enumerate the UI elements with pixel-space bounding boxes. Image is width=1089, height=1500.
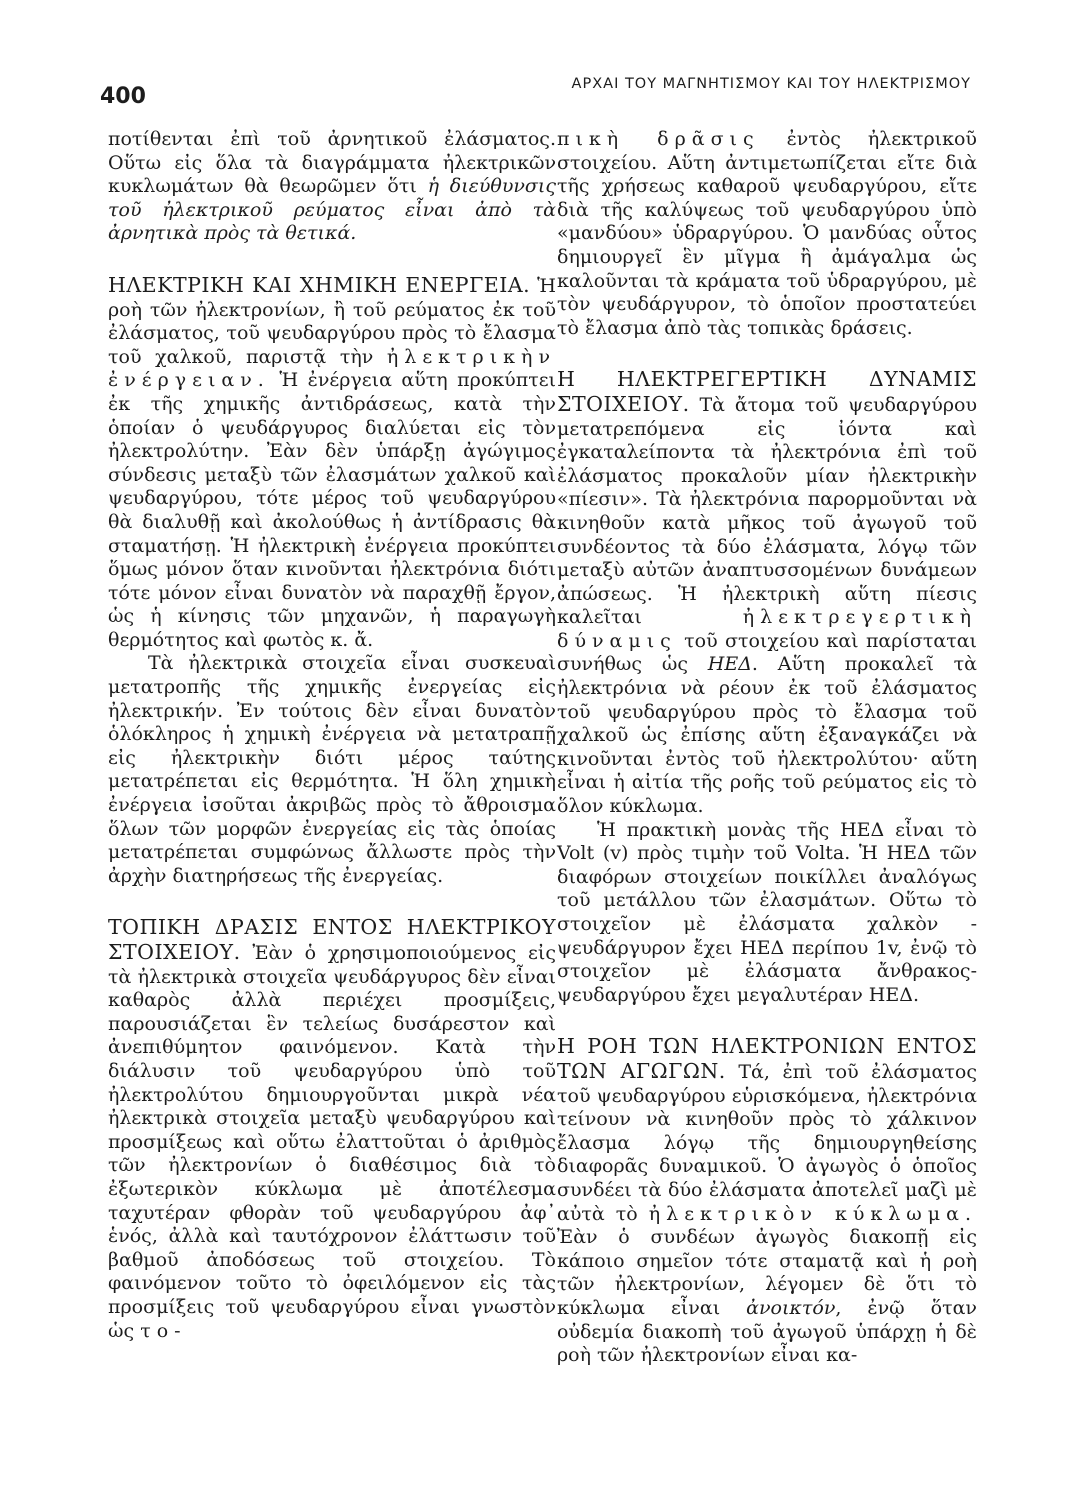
running-head: ΑΡΧΑΙ ΤΟΥ ΜΑΓΝΗΤΙΣΜΟΥ ΚΑΙ ΤΟΥ ΗΛΕΚΤΡΙΣΜΟΥ: [571, 76, 971, 92]
paragraph-text: Ἡ ἐνέργεια αὕτη προκύπτει ἐκ τῆς χημικῆς ἀντιδράσεως, κατὰ τὴν ὁποίαν ὁ ψευδάργυρος διαλύεται εἰς τὸν ἠλεκτρολύτην. Ἐὰν δὲν ὑπάρξῃ ἀγώγιμος σύνδεσις μεταξὺ τῶν ἐλασμάτων χαλκοῦ καὶ ψευδαργύρου, τότε μέρος τοῦ ψευδαργύρου θὰ διαλυθῇ καὶ ἀκολούθως ἡ ἀντίδρασις θὰ σταματήσῃ. Ἡ ἠλεκτρικὴ ἐνέργεια προκύπτει ὅμως μόνον ὅταν κινοῦνται ἠλεκτρόνια διότι τότε μόνον εἶναι δυνατὸν νὰ παραχθῇ ἔργον, ὡς ἡ κίνησις τῶν μηχανῶν, ἡ παραγωγὴ θερμότητος καὶ φωτὸς κ. ἄ.: [108, 369, 556, 651]
spaced-term: το-: [140, 1319, 187, 1342]
paragraph: Ἡ πρακτικὴ μονὰς τῆς ΗΕΔ εἶναι τὸ Volt (v) πρὸς τιμὴν τοῦ Volta. Ἡ ΗΕΔ τῶν διαφόρων στοιχείων ποικίλλει ἀναλόγως τοῦ μετάλλου τῶν ἐλασμάτων. Οὕτω τὸ στοιχεῖον μὲ ἐλάσματα χαλκὸν - ψευδάργυρον ἔχει ΗΕΔ περίπου 1v, ἐνῷ τὸ στοιχεῖον μὲ ἐλάσματα ἄνθρακος-ψευδαργύρου ἔχει μεγαλυτέραν ΗΕΔ.: [557, 818, 977, 1006]
section-electron-flow: [557, 1035, 977, 1367]
paragraph: Τὰ ἠλεκτρικὰ στοιχεῖα εἶναι συσκευαὶ μετατροπῆς τῆς χημικῆς ἐνεργείας εἰς ἠλεκτρικήν. Ἐν τούτοις δὲν εἶναι δυνατὸν ὁλόκληρος ἡ χημικὴ ἐνέργεια νὰ μετατραπῇ εἰς ἠλεκτρικὴν διότι μέρος ταύτης μετατρέπεται εἰς θερμότητα. Ἡ ὅλη χημικὴ ἐνέργεια ἰσοῦται ἀκριβῶς πρὸς τὸ ἄθροισμα ὅλων τῶν μορφῶν ἐνεργείας εἰς τὰς ὁποίας μετατρέπεται συμφώνως ἄλλωστε πρὸς τὴν ἀρχὴν διατηρήσεως τῆς ἐνεργείας.: [108, 652, 556, 887]
section-electromotive-force: [557, 368, 977, 818]
paragraph-text: . Αὕτη προκαλεῖ τὰ ἠλεκτρόνια νὰ ρέουν ἐκ τοῦ ἐλάσματος τοῦ ψευδαργύρου πρὸς τὸ ἔλασμα τοῦ χαλκοῦ ὡς ἐπίσης αὕτη ἐξαναγκάζει νὰ κινοῦνται ἐντὸς τοῦ ἠλεκτρολύτου· αὕτη εἶναι ἡ αἰτία τῆς ροῆς τοῦ ρεύματος εἰς τὸ ὅλον κύκλωμα.: [557, 653, 977, 818]
left-column: [108, 128, 556, 1343]
paragraph-text: Ἐὰν ὁ χρησιμοποιούμενος εἰς τὰ ἠλεκτρικὰ στοιχεῖα ψευδάργυρος δὲν εἶναι καθαρὸς ἀλλὰ περιέχει προσμίξεις, παρουσιάζεται ἓν τελείως δυσάρεστον καὶ ἀνεπιθύμητον φαινόμενον. Κατὰ τὴν διάλυσιν τοῦ ψευδαργύρου ὑπὸ τοῦ ἠλεκτρολύτου δημιουργοῦνται μικρὰ νέα ἠλεκτρικὰ στοιχεῖα μεταξὺ ψευδαργύρου καὶ προσμίξεως καὶ οὕτω ἐλαττοῦται ὁ ἀριθμὸς τῶν ἠλεκτρονίων ὁ διαθέσιμος διὰ τὸ ἐξωτερικὸν κύκλωμα μὲ ἀποτέλεσμα ταχυτέραν φθορὰν τοῦ ψευδαργύρου ἀφ᾽ ἑνός, ἀλλὰ καὶ ταυτόχρονον ἐλάττωσιν τοῦ βαθμοῦ ἀποδόσεως τοῦ στοιχείου. Τὸ φαινόμενον τοῦτο τὸ ὀφειλόμενον εἰς τὰς προσμίξεις τοῦ ψευδαργύρου εἶναι γνωστὸν ὡς: [108, 942, 556, 1342]
paragraph-text: Ἐὰν ὁ συνδέων ἀγωγὸς διακοπῇ εἰς κάποιο σημεῖον τότε σταματᾷ καὶ ἡ ροὴ τῶν ἠλεκτρονίων, λέγομεν δὲ ὅτι τὸ κύκλωμα εἶναι: [557, 1226, 977, 1319]
section-electrical-chemical-energy: [108, 274, 556, 653]
section-heading: Η ΗΛΕΚΤΡΕΓΕΡΤΙΚΗ ΔΥΝΑΜΙΣ ΣΤΟΙΧΕΙΟΥ.: [557, 367, 977, 416]
paragraph-text: τοῦ στοιχείου καὶ παρίσταται συνήθως ὡς: [557, 629, 977, 676]
paragraph-text: Τὰ ἄτομα τοῦ ψευδαργύρου μετατρεπόμενα εἰς ἰόντα καὶ ἐγκαταλείποντα τὰ ἠλεκτρόνια ἐπὶ τοῦ ἐλάσματος προκαλοῦν μίαν ἠλεκτρικὴν «πίεσιν». Τὰ ἠλεκτρόνια παρορμοῦνται νὰ κινηθοῦν κατὰ μῆκος τοῦ ἀγωγοῦ τοῦ συνδέοντος τὰ δύο ἐλάσματα, λόγῳ τῶν μεταξὺ αὐτῶν ἀναπτυσσομένων δυνάμεων ἀπώσεως. Ἡ ἠλεκτρικὴ αὕτη πίεσις καλεῖται: [557, 393, 977, 629]
paragraph-text: Τά, ἐπὶ τοῦ ἐλάσματος τοῦ ψευδαργύρου εὑρισκόμενα, ἠλεκτρόνια τείνουν νὰ κινηθοῦν πρὸς τὸ χάλκινον ἔλασμα λόγῳ τῆς δημιουργηθείσης διαφορᾶς δυναμικοῦ. Ὁ ἀγωγὸς ὁ ὁποῖος συνδέει τὰ δύο ἐλάσματα ἀποτελεῖ μαζὶ μὲ αὐτὰ τὸ: [557, 1060, 977, 1225]
intro-paragraph: [108, 128, 556, 246]
paragraph-text: , ἐνῷ ὅταν οὐδεμία διακοπὴ τοῦ ἀγωγοῦ ὑπάρχῃ ἡ δὲ ροὴ τῶν ἠλεκτρονίων εἶναι κα-: [557, 1296, 977, 1367]
section-heading: ΤΟΠΙΚΗ ΔΡΑΣΙΣ ΕΝΤΟΣ ΗΛΕΚΤΡΙΚΟΥ ΣΤΟΙΧΕΙΟΥ.: [108, 915, 556, 964]
paragraph-text: ἐντὸς ἠλεκτρικοῦ στοιχείου. Αὕτη ἀντιμετωπίζεται εἴτε διὰ τῆς χρήσεως καθαροῦ ψευδαργύρου, εἴτε διὰ τῆς καλύψεως τοῦ ψευδαργύρου ὑπὸ «μανδύου» ὑδραργύρου. Ὁ μανδύας οὗτος δημιουργεῖ ἓν μῖγμα ἢ ἀμάγαλμα ὡς καλοῦνται τὰ κράματα τοῦ ὑδραργύρου, μὲ τὸν ψευδάργυρον, τὸ ὁποῖον προστατεύει τὸ ἔλασμα ἀπὸ τὰς τοπικὰς δράσεις.: [557, 128, 977, 339]
continued-paragraph: [557, 128, 977, 340]
page-number: 400: [100, 84, 146, 109]
spaced-term: ἠλεκτρεγερτικὴ δύναμις: [557, 606, 977, 652]
abbreviation: ΗΕΔ: [707, 653, 752, 676]
spaced-term: πικὴ δρᾶσις: [557, 128, 760, 150]
section-local-action: [108, 916, 556, 1343]
italic-term: ἀνοικτόν: [746, 1296, 836, 1319]
right-column: [557, 128, 977, 1368]
intro-emphasis: ἡ διεύθυνσις τοῦ ἠλεκτρικοῦ ρεύματος εἶναι ἀπὸ τὰ ἀρνητικὰ πρὸς τὰ θετικά.: [108, 175, 556, 245]
spaced-term: ἠλεκτρικὴν ἐνέργειαν.: [108, 345, 556, 392]
paragraph-text: Ἡ ροὴ τῶν ἠλεκτρονίων, ἢ τοῦ ρεύματος ἐκ τοῦ ἐλάσματος, τοῦ ψευδαργύρου πρὸς τὸ ἔλασμα τοῦ χαλκοῦ, παριστᾷ τὴν: [108, 274, 556, 368]
intro-text: ποτίθενται ἐπὶ τοῦ ἀρνητικοῦ ἐλάσματος. Οὕτω εἰς ὅλα τὰ διαγράμματα ἠλεκτρικῶν κυκλωμάτων θὰ θεωρῶμεν ὅτι: [108, 128, 556, 198]
section-heading: ΗΛΕΚΤΡΙΚΗ ΚΑΙ ΧΗΜΙΚΗ ΕΝΕΡΓΕΙΑ.: [108, 272, 531, 297]
spaced-term: ἠλεκτρικὸν κύκλωμα.: [648, 1202, 977, 1225]
section-heading: Η ΡΟΗ ΤΩΝ ΗΛΕΚΤΡΟΝΙΩΝ ΕΝΤΟΣ ΤΩΝ ΑΓΩΓΩΝ.: [557, 1034, 977, 1083]
